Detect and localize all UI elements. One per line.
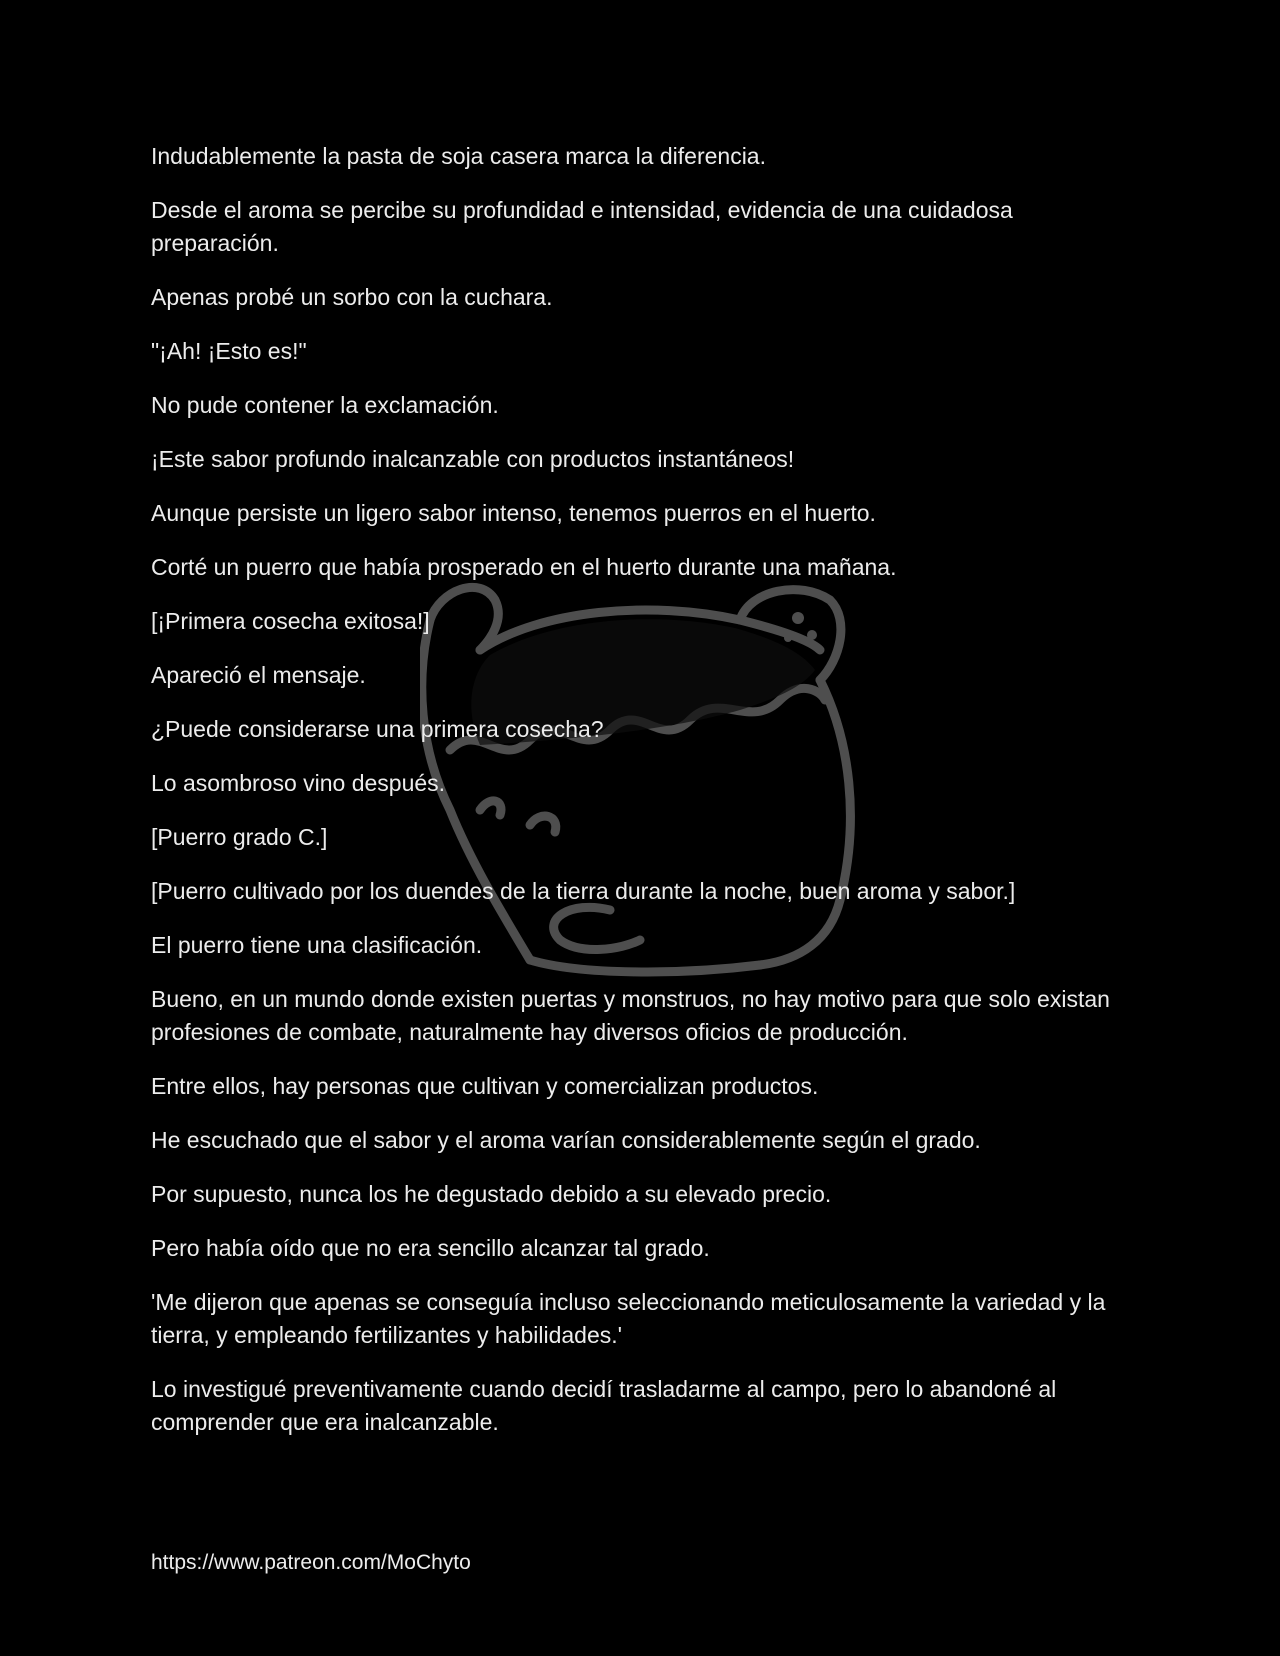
paragraph: [Puerro grado C.]: [151, 824, 328, 850]
story-text: [151, 140, 1131, 1460]
paragraph: [¡Primera cosecha exitosa!]: [151, 608, 430, 634]
paragraph: Aunque persiste un ligero sabor intenso, tenemos puerros en el huerto.: [151, 500, 876, 526]
paragraph: [Puerro cultivado por los duendes de la tierra durante la noche, buen aroma y sabor.]: [151, 878, 1016, 904]
paragraph: He escuchado que el sabor y el aroma varían considerablemente según el grado.: [151, 1127, 981, 1153]
paragraph: Desde el aroma se percibe su profundidad e intensidad, evidencia de una cuidadosa preparación.: [151, 197, 1013, 256]
paragraph: Lo investigué preventivamente cuando decidí trasladarme al campo, pero lo abandoné al comprender que era inalcanzable.: [151, 1376, 1057, 1435]
paragraph: Bueno, en un mundo donde existen puertas y monstruos, no hay motivo para que solo existan profesiones de combate, naturalmente hay diversos oficios de producción.: [151, 986, 1110, 1045]
paragraph: Indudablemente la pasta de soja casera marca la diferencia.: [151, 143, 766, 169]
paragraph: Apenas probé un sorbo con la cuchara.: [151, 284, 553, 310]
paragraph: Corté un puerro que había prosperado en el huerto durante una mañana.: [151, 554, 897, 580]
paragraph: Por supuesto, nunca los he degustado debido a su elevado precio.: [151, 1181, 832, 1207]
patreon-link[interactable]: https://www.patreon.com/MoChyto: [151, 1551, 471, 1574]
paragraph: Lo asombroso vino después.: [151, 770, 446, 796]
paragraph: ¿Puede considerarse una primera cosecha?: [151, 716, 604, 742]
paragraph: ¡Este sabor profundo inalcanzable con productos instantáneos!: [151, 446, 795, 472]
paragraph: El puerro tiene una clasificación.: [151, 932, 483, 958]
paragraph: No pude contener la exclamación.: [151, 392, 499, 418]
paragraph: Apareció el mensaje.: [151, 662, 366, 688]
paragraph: Entre ellos, hay personas que cultivan y comercializan productos.: [151, 1073, 819, 1099]
paragraph: Pero había oído que no era sencillo alcanzar tal grado.: [151, 1235, 710, 1261]
paragraph: "¡Ah! ¡Esto es!": [151, 338, 307, 364]
paragraph: 'Me dijeron que apenas se conseguía incluso seleccionando meticulosamente la variedad y la tierra, y empleando fertilizantes y habilidades.': [151, 1289, 1106, 1348]
